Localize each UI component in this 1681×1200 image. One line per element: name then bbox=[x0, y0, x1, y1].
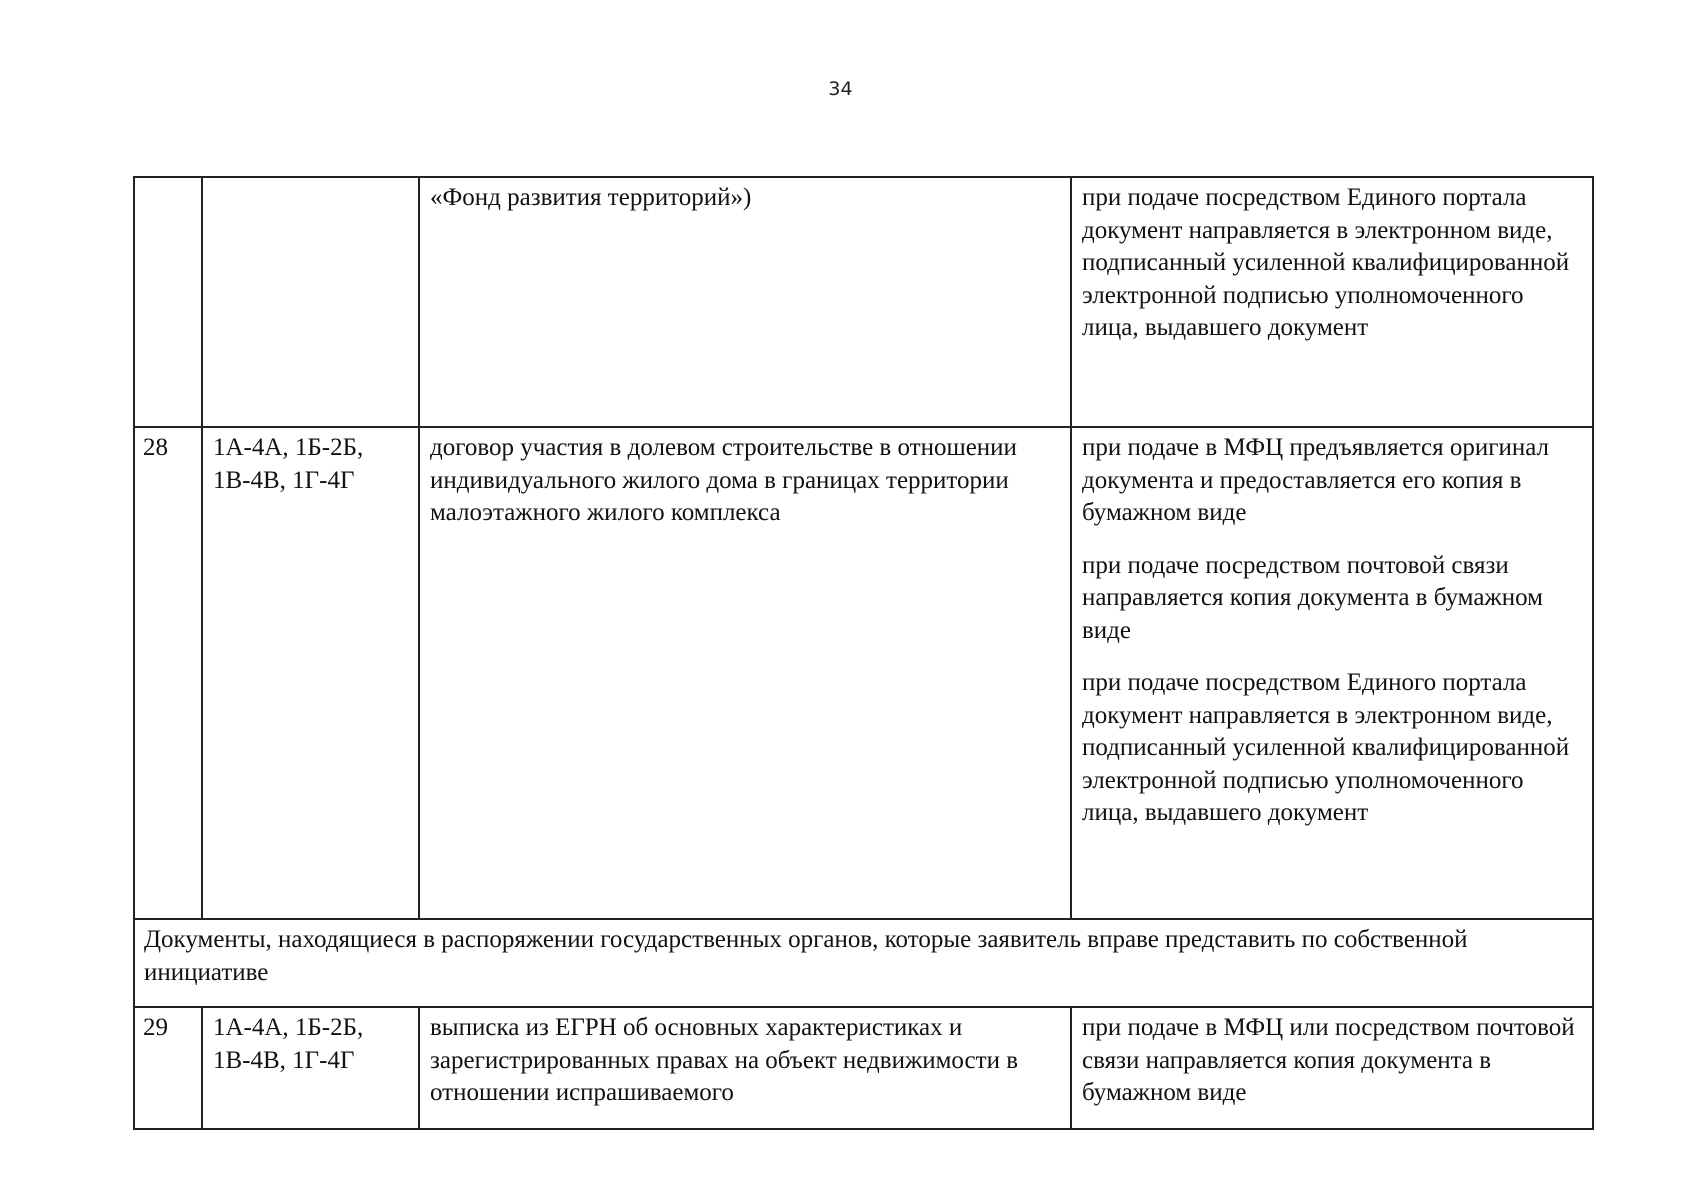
codes-cell: 1А-4А, 1Б-2Б, 1В-4В, 1Г-4Г bbox=[202, 1007, 419, 1129]
submission-notes-cell bbox=[1071, 427, 1593, 919]
document-name-cell: выписка из ЕГРН об основных характеристиках и зарегистрированных правах на объект недвижимости в отношении испрашиваемого bbox=[419, 1007, 1071, 1129]
submission-note: при подаче в МФЦ предъявляется оригинал документа и предоставляется его копия в бумажном виде bbox=[1082, 434, 1550, 526]
row-number-cell: 29 bbox=[134, 1007, 202, 1129]
section-header-row bbox=[134, 919, 1593, 1007]
submission-note: при подаче посредством Единого портала документ направляется в электронном виде, подписанный усиленной квалифицированной электронной подписью уполномоченного лица, выдавшего документ bbox=[1082, 669, 1570, 826]
codes-cell: 1А-4А, 1Б-2Б, 1В-4В, 1Г-4Г bbox=[202, 427, 419, 919]
table-row-29 bbox=[134, 1007, 1593, 1129]
table-row-continued bbox=[134, 177, 1593, 427]
submission-notes-cell bbox=[1071, 177, 1593, 427]
row-number-cell: 28 bbox=[134, 427, 202, 919]
submission-note: при подаче посредством почтовой связи направляется копия документа в бумажном виде bbox=[1082, 551, 1543, 644]
page-number: 34 bbox=[828, 78, 853, 100]
table-row-28 bbox=[134, 427, 1593, 919]
document-table bbox=[133, 176, 1594, 1130]
row-number-cell bbox=[134, 177, 202, 427]
codes-cell bbox=[202, 177, 419, 427]
submission-note: при подаче в МФЦ или посредством почтовой связи направляется копия документа в бумажном виде bbox=[1082, 1014, 1575, 1106]
submission-note: при подаче посредством Единого портала документ направляется в электронном виде, подписанный усиленной квалифицированной электронной подписью уполномоченного лица, выдавшего документ bbox=[1082, 184, 1570, 341]
submission-notes-cell bbox=[1071, 1007, 1593, 1129]
document-name-cell: «Фонд развития территорий») bbox=[419, 177, 1071, 427]
document-name-cell: договор участия в долевом строительстве в отношении индивидуального жилого дома в границах территории малоэтажного жилого комплекса bbox=[419, 427, 1071, 919]
section-header-cell: Документы, находящиеся в распоряжении государственных органов, которые заявитель вправе представить по собственной инициативе bbox=[134, 919, 1593, 1007]
